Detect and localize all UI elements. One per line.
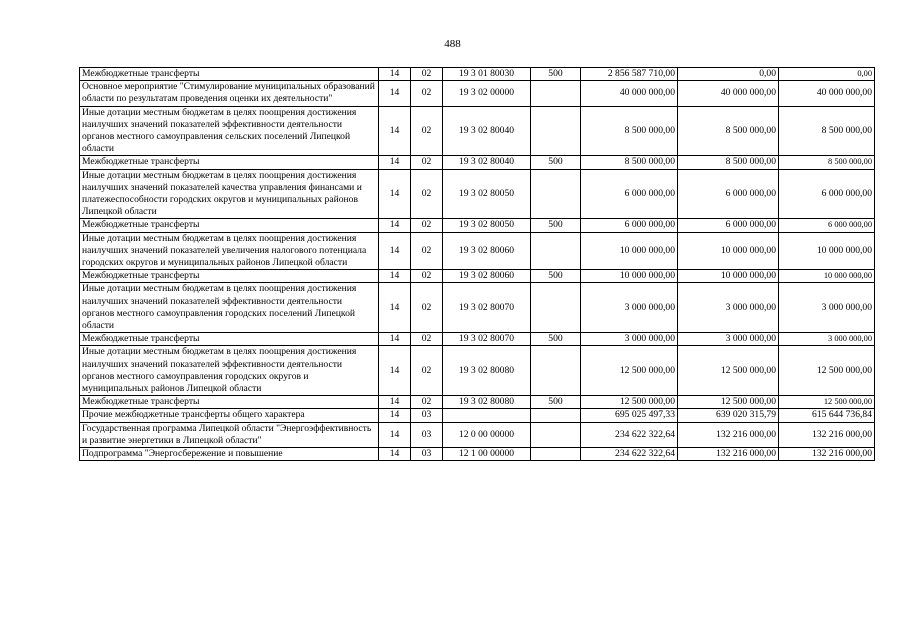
- cell-amount-year2: 6 000 000,00: [678, 219, 779, 232]
- cell-expense-type: [531, 169, 581, 219]
- cell-target-article: [443, 409, 531, 422]
- cell-target-article: 19 3 02 80040: [443, 156, 531, 169]
- cell-expense-type: 500: [531, 396, 581, 409]
- table-row: [80, 283, 875, 333]
- cell-subsection: 03: [411, 448, 443, 461]
- cell-amount-year1: 3 000 000,00: [581, 333, 678, 346]
- cell-amount-year1: 6 000 000,00: [581, 169, 678, 219]
- cell-section: 14: [379, 283, 411, 333]
- cell-section: 14: [379, 346, 411, 396]
- cell-section: 14: [379, 409, 411, 422]
- cell-subsection: 02: [411, 232, 443, 270]
- cell-subsection: 02: [411, 283, 443, 333]
- cell-target-article: 12 0 00 00000: [443, 422, 531, 447]
- table-row: [80, 232, 875, 270]
- cell-amount-year2: 0,00: [678, 68, 779, 81]
- cell-subsection: 02: [411, 346, 443, 396]
- cell-name: Подпрограмма "Энергосбережение и повышение: [80, 448, 379, 461]
- cell-target-article: 19 3 02 80050: [443, 169, 531, 219]
- cell-name: Иные дотации местным бюджетам в целях поощрения достижения наилучших значений показателей эффективности деятельности органов местного самоуправления городских округов и муниципальных районов Липецкой области: [80, 346, 379, 396]
- cell-expense-type: [531, 448, 581, 461]
- cell-amount-year2: 12 500 000,00: [678, 346, 779, 396]
- cell-amount-year1: 234 622 322,64: [581, 448, 678, 461]
- cell-amount-year2: 10 000 000,00: [678, 270, 779, 283]
- cell-target-article: 19 3 02 80080: [443, 346, 531, 396]
- cell-expense-type: 500: [531, 219, 581, 232]
- cell-expense-type: 500: [531, 270, 581, 283]
- cell-section: 14: [379, 81, 411, 106]
- cell-amount-year2: 8 500 000,00: [678, 106, 779, 156]
- cell-amount-year3: 40 000 000,00: [779, 81, 875, 106]
- cell-name: Иные дотации местным бюджетам в целях поощрения достижения наилучших значений показателей эффективности деятельности органов местного самоуправления городских поселений Липецкой области: [80, 283, 379, 333]
- table-row: [80, 106, 875, 156]
- table-row: [80, 346, 875, 396]
- cell-subsection: 02: [411, 68, 443, 81]
- table-row: [80, 81, 875, 106]
- cell-amount-year1: 10 000 000,00: [581, 232, 678, 270]
- cell-amount-year1: 12 500 000,00: [581, 346, 678, 396]
- cell-amount-year1: 2 856 587 710,00: [581, 68, 678, 81]
- cell-amount-year3: 8 500 000,00: [779, 156, 875, 169]
- cell-expense-type: [531, 422, 581, 447]
- cell-name: Межбюджетные трансферты: [80, 333, 379, 346]
- table-row: [80, 270, 875, 283]
- cell-section: 14: [379, 333, 411, 346]
- cell-amount-year1: 234 622 322,64: [581, 422, 678, 447]
- cell-amount-year3: 132 216 000,00: [779, 448, 875, 461]
- cell-target-article: 19 3 02 80060: [443, 270, 531, 283]
- cell-amount-year2: 10 000 000,00: [678, 232, 779, 270]
- cell-name: Межбюджетные трансферты: [80, 156, 379, 169]
- cell-amount-year3: 615 644 736,84: [779, 409, 875, 422]
- table-row: [80, 409, 875, 422]
- cell-section: 14: [379, 156, 411, 169]
- cell-section: 14: [379, 106, 411, 156]
- cell-amount-year3: 10 000 000,00: [779, 270, 875, 283]
- table-body: [80, 68, 875, 461]
- table-row: [80, 156, 875, 169]
- cell-amount-year2: 132 216 000,00: [678, 448, 779, 461]
- cell-target-article: 19 3 02 80040: [443, 106, 531, 156]
- cell-expense-type: [531, 283, 581, 333]
- cell-name: Основное мероприятие "Стимулирование муниципальных образований области по результатам проведения оценки их деятельности": [80, 81, 379, 106]
- page-number: 488: [444, 38, 461, 50]
- cell-expense-type: 500: [531, 156, 581, 169]
- cell-expense-type: [531, 409, 581, 422]
- cell-section: 14: [379, 270, 411, 283]
- table-row: [80, 333, 875, 346]
- cell-expense-type: 500: [531, 68, 581, 81]
- cell-section: 14: [379, 448, 411, 461]
- cell-target-article: 12 1 00 00000: [443, 448, 531, 461]
- cell-amount-year3: 6 000 000,00: [779, 169, 875, 219]
- cell-section: 14: [379, 422, 411, 447]
- cell-target-article: 19 3 02 80050: [443, 219, 531, 232]
- cell-target-article: 19 3 02 80060: [443, 232, 531, 270]
- cell-section: 14: [379, 169, 411, 219]
- cell-subsection: 02: [411, 81, 443, 106]
- cell-name: Межбюджетные трансферты: [80, 68, 379, 81]
- cell-subsection: 02: [411, 333, 443, 346]
- cell-amount-year3: 3 000 000,00: [779, 283, 875, 333]
- cell-target-article: 19 3 02 80070: [443, 333, 531, 346]
- cell-amount-year3: 3 000 000,00: [779, 333, 875, 346]
- cell-amount-year2: 3 000 000,00: [678, 283, 779, 333]
- cell-amount-year3: 10 000 000,00: [779, 232, 875, 270]
- table-row: [80, 68, 875, 81]
- cell-expense-type: [531, 232, 581, 270]
- cell-name: Государственная программа Липецкой области "Энергоэффективность и развитие энергетики в Липецкой области": [80, 422, 379, 447]
- cell-name: Прочие межбюджетные трансферты общего характера: [80, 409, 379, 422]
- cell-section: 14: [379, 219, 411, 232]
- cell-amount-year1: 3 000 000,00: [581, 283, 678, 333]
- cell-target-article: 19 3 01 80030: [443, 68, 531, 81]
- cell-amount-year2: 639 020 315,79: [678, 409, 779, 422]
- cell-section: 14: [379, 68, 411, 81]
- table-row: [80, 169, 875, 219]
- cell-section: 14: [379, 396, 411, 409]
- cell-amount-year1: 10 000 000,00: [581, 270, 678, 283]
- cell-subsection: 03: [411, 409, 443, 422]
- cell-name: Иные дотации местным бюджетам в целях поощрения достижения наилучших значений показателей качества управления финансами и платежеспособности городских округов и муниципальных районов Липецкой области: [80, 169, 379, 219]
- cell-expense-type: [531, 106, 581, 156]
- cell-amount-year3: 12 500 000,00: [779, 346, 875, 396]
- cell-name: Межбюджетные трансферты: [80, 396, 379, 409]
- cell-name: Межбюджетные трансферты: [80, 219, 379, 232]
- cell-amount-year1: 12 500 000,00: [581, 396, 678, 409]
- cell-amount-year3: 8 500 000,00: [779, 106, 875, 156]
- table-row: [80, 422, 875, 447]
- budget-table: [79, 67, 875, 461]
- cell-amount-year2: 8 500 000,00: [678, 156, 779, 169]
- cell-amount-year2: 40 000 000,00: [678, 81, 779, 106]
- cell-amount-year1: 40 000 000,00: [581, 81, 678, 106]
- cell-amount-year3: 0,00: [779, 68, 875, 81]
- cell-amount-year3: 132 216 000,00: [779, 422, 875, 447]
- cell-amount-year2: 12 500 000,00: [678, 396, 779, 409]
- cell-expense-type: [531, 81, 581, 106]
- table-row: [80, 448, 875, 461]
- table-row: [80, 396, 875, 409]
- cell-subsection: 02: [411, 270, 443, 283]
- cell-name: Иные дотации местным бюджетам в целях поощрения достижения наилучших значений показателей увеличения налогового потенциала городских округов и муниципальных районов Липецкой области: [80, 232, 379, 270]
- cell-amount-year2: 132 216 000,00: [678, 422, 779, 447]
- cell-amount-year1: 8 500 000,00: [581, 106, 678, 156]
- cell-target-article: 19 3 02 00000: [443, 81, 531, 106]
- cell-expense-type: 500: [531, 333, 581, 346]
- cell-amount-year3: 6 000 000,00: [779, 219, 875, 232]
- cell-amount-year1: 8 500 000,00: [581, 156, 678, 169]
- cell-amount-year2: 3 000 000,00: [678, 333, 779, 346]
- table-row: [80, 219, 875, 232]
- cell-amount-year1: 695 025 497,33: [581, 409, 678, 422]
- cell-amount-year3: 12 500 000,00: [779, 396, 875, 409]
- cell-subsection: 02: [411, 219, 443, 232]
- cell-subsection: 03: [411, 422, 443, 447]
- cell-amount-year2: 6 000 000,00: [678, 169, 779, 219]
- cell-subsection: 02: [411, 169, 443, 219]
- cell-name: Иные дотации местным бюджетам в целях поощрения достижения наилучших значений показателей эффективности деятельности органов местного самоуправления сельских поселений Липецкой области: [80, 106, 379, 156]
- cell-name: Межбюджетные трансферты: [80, 270, 379, 283]
- cell-subsection: 02: [411, 106, 443, 156]
- cell-target-article: 19 3 02 80070: [443, 283, 531, 333]
- cell-expense-type: [531, 346, 581, 396]
- cell-section: 14: [379, 232, 411, 270]
- cell-target-article: 19 3 02 80080: [443, 396, 531, 409]
- cell-amount-year1: 6 000 000,00: [581, 219, 678, 232]
- cell-subsection: 02: [411, 396, 443, 409]
- cell-subsection: 02: [411, 156, 443, 169]
